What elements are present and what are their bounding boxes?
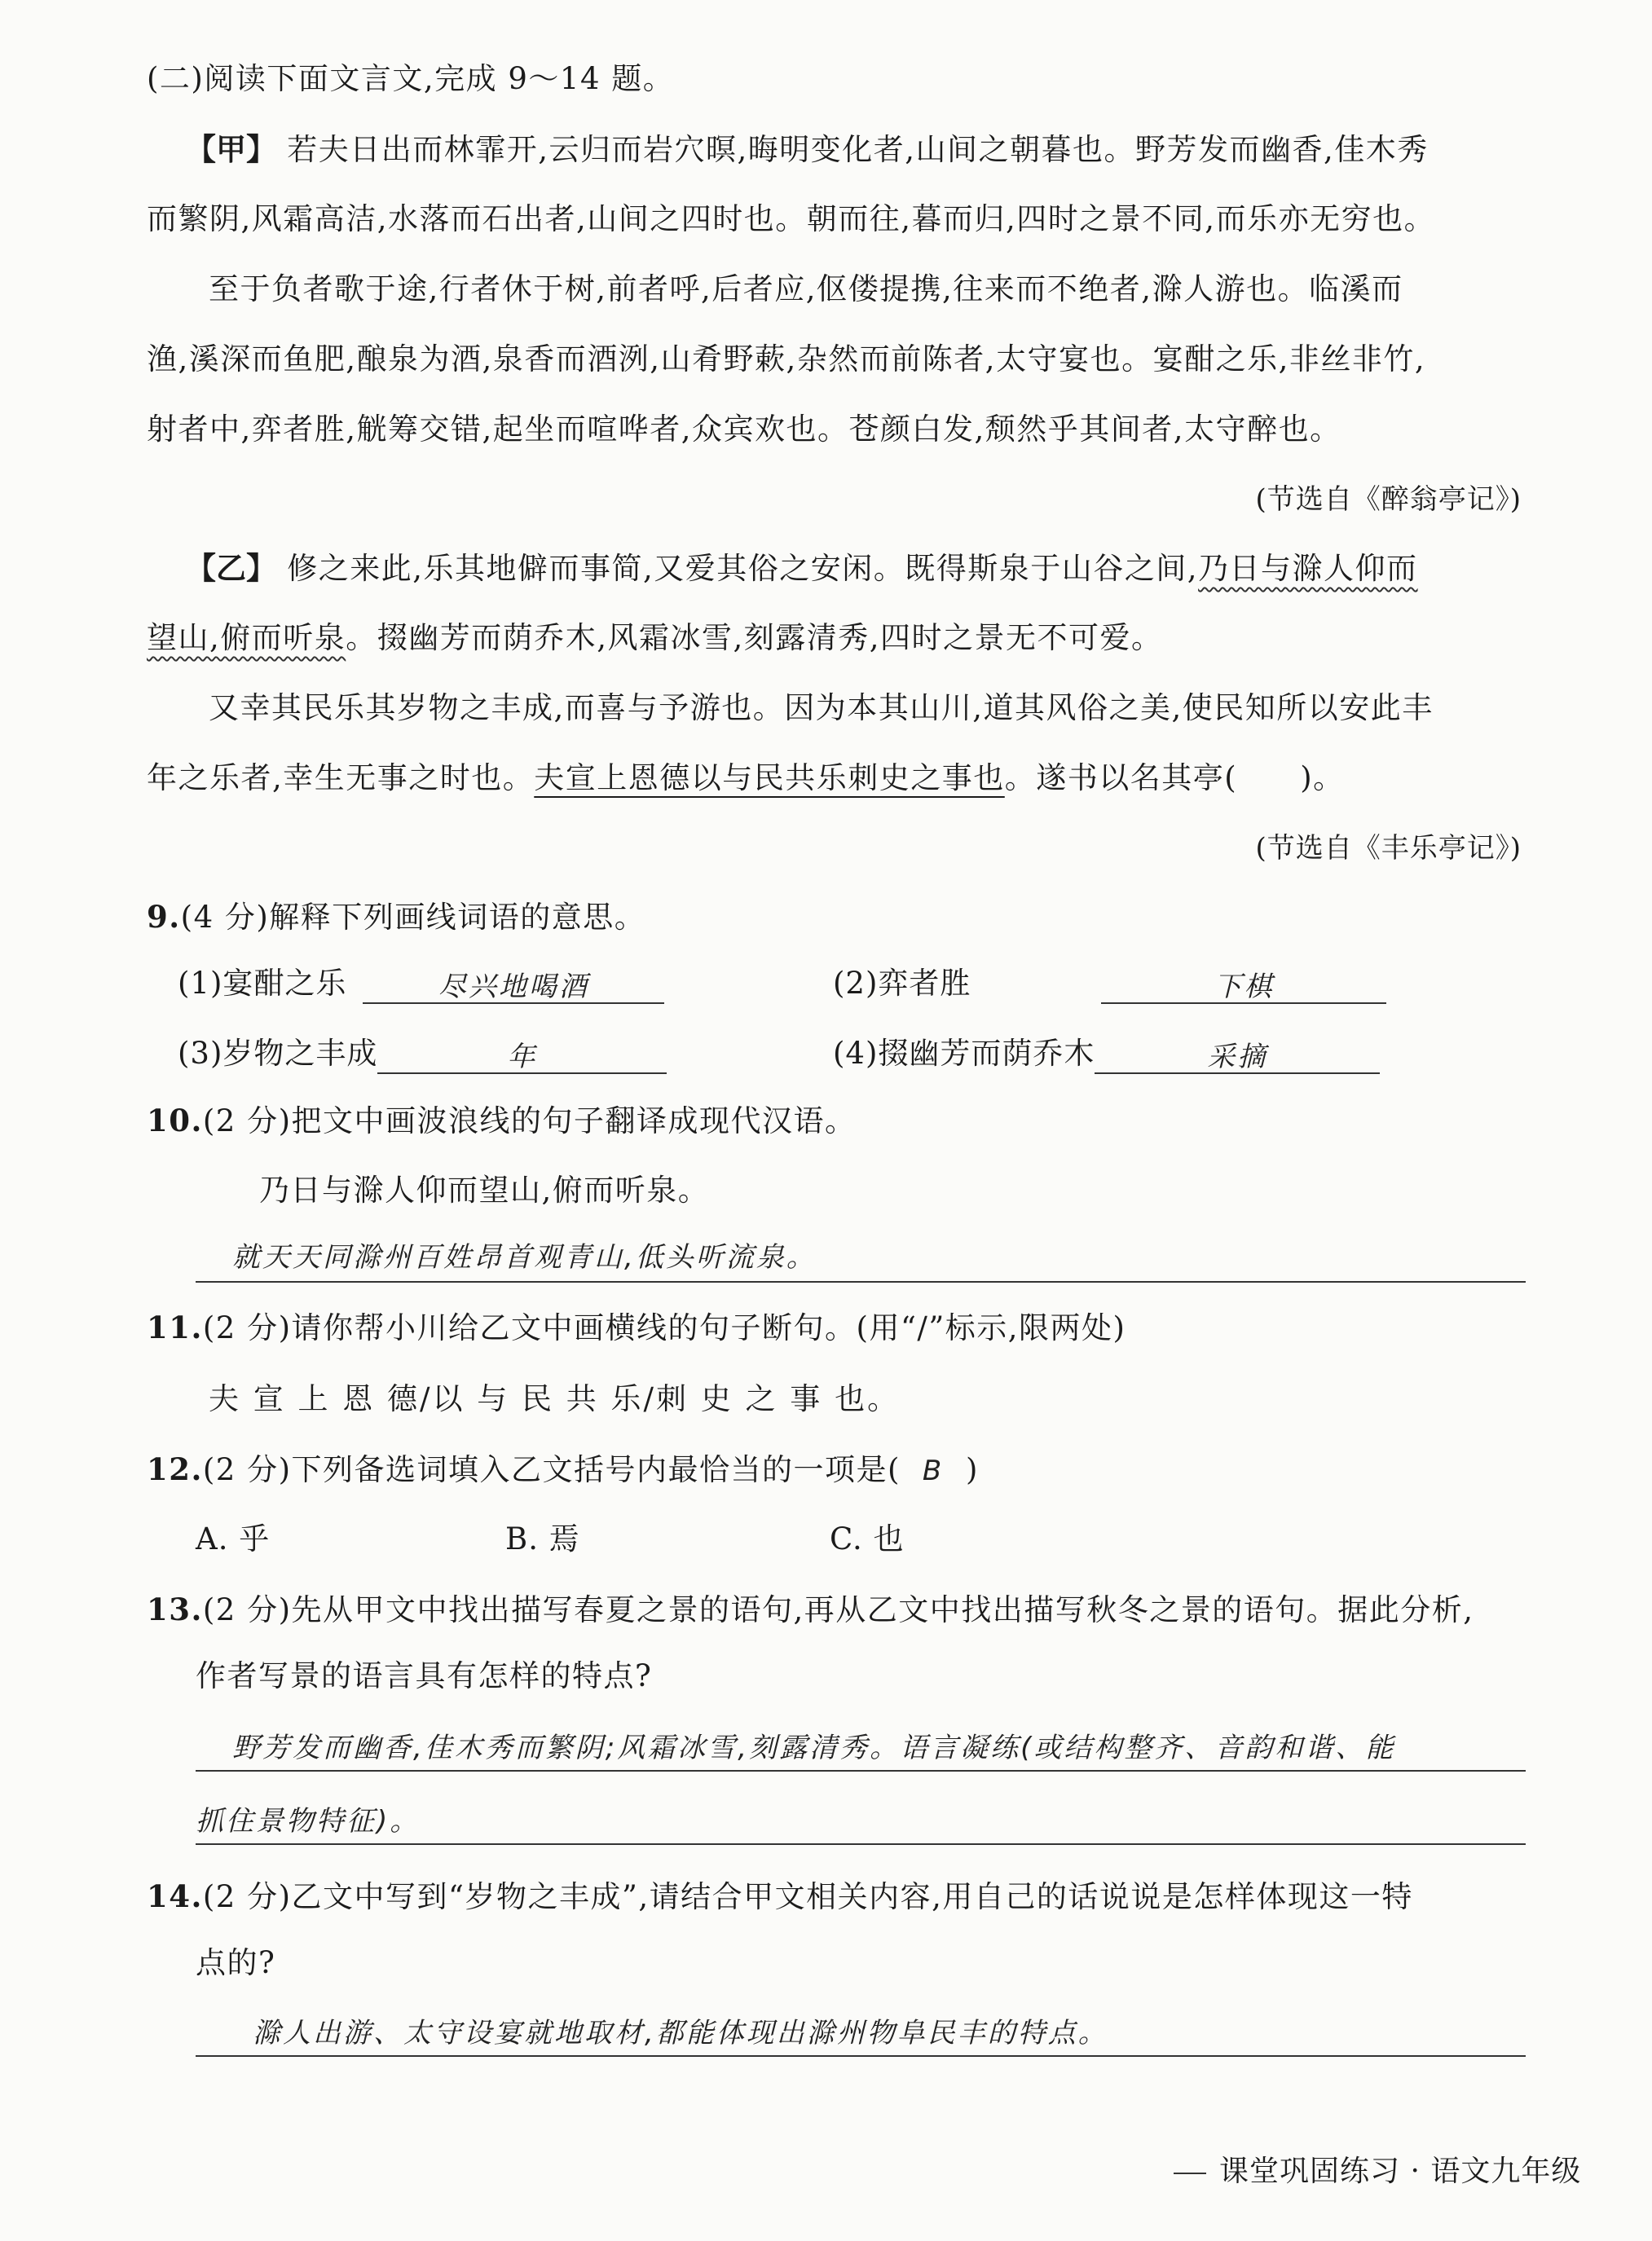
yi-source: (节选自《丰乐亭记》) <box>1255 832 1522 865</box>
q9-item-1 <box>178 963 664 1004</box>
jia-paragraph-1-line-1 <box>186 129 1563 170</box>
yi-paragraph-1-line-2 <box>147 618 1524 658</box>
yi-text: 。掇幽芳而荫乔木,风霜冰雪,刻露清秀,四时之景无不可爱。 <box>346 620 1163 655</box>
jia-tag: 【甲】 <box>186 131 276 167</box>
yi-text: 。遂书以名其亭( )。 <box>1004 760 1345 795</box>
q11-prompt <box>147 1307 1524 1349</box>
q9-answer-field-1[interactable]: 尽兴地喝酒 <box>363 966 664 1004</box>
q10-sentence: 乃日与滁人仰而望山,俯而听泉。 <box>259 1173 710 1208</box>
q13-prompt-line-2: 作者写景的语言具有怎样的特点? <box>196 1658 653 1693</box>
q12-number: 12. <box>147 1451 203 1487</box>
q9-prompt <box>147 896 1524 938</box>
q12-option-a: A. 乎 <box>196 1521 271 1556</box>
q10-answer-text[interactable]: 就天天同滁州百姓昂首观青山,低头听流泉。 <box>232 1241 817 1274</box>
q12-prompt <box>147 1449 1524 1491</box>
q13-text: (2 分)先从甲文中找出描写春夏之景的语句,再从乙文中找出描写秋冬之景的语句。据此分析, <box>202 1592 1474 1627</box>
q9-item-4 <box>833 1033 1380 1074</box>
q12-option-b: B. 焉 <box>505 1521 580 1556</box>
yi-tag: 【乙】 <box>186 550 276 586</box>
q13-answer-line-2-text[interactable]: 抓住景物特征)。 <box>196 1805 421 1838</box>
q9-answer-field-3[interactable]: 年 <box>377 1037 667 1074</box>
q14-answer-text[interactable]: 滁人出游、太守设宴就地取材,都能体现出滁州物阜民丰的特点。 <box>253 2017 1108 2049</box>
yi-paragraph-2-line-1: 又幸其民乐其岁物之丰成,而喜与予游也。因为本其山川,道其风俗之美,使民知所以安此丰 <box>209 690 1434 725</box>
q12-text: (2 分)下列备选词填入乙文括号内最恰当的一项是( <box>202 1452 901 1487</box>
q14-prompt-line-2: 点的? <box>196 1945 276 1980</box>
q9-number: 9. <box>147 899 181 935</box>
jia-paragraph-2-line-2: 渔,溪深而鱼肥,酿泉为酒,泉香而酒洌,山肴野蔌,杂然而前陈者,太守宴也。宴酣之乐,非丝非竹, <box>147 341 1426 376</box>
yi-paragraph-1-line-1 <box>186 548 1563 589</box>
q9-item-label: (4)掇幽芳而荫乔木 <box>833 1036 1095 1071</box>
q9-item-3 <box>178 1033 667 1074</box>
q12-close: ) <box>965 1452 979 1487</box>
q13-answer-line-2 <box>196 1843 1526 1845</box>
jia-paragraph-1-line-2: 而繁阴,风霜高洁,水落而石出者,山间之四时也。朝而往,暮而归,四时之景不同,而乐亦无穷也。 <box>147 201 1436 236</box>
q14-text: (2 分)乙文中写到“岁物之丰成”,请结合甲文相关内容,用自己的话说说是怎样体现这一特 <box>202 1879 1413 1914</box>
q13-prompt-line-1 <box>147 1589 1524 1631</box>
q9-item-label: (1)宴酣之乐 <box>178 966 347 1001</box>
q11-number: 11. <box>147 1310 203 1345</box>
q9-answer-field-4[interactable]: 采摘 <box>1095 1037 1380 1074</box>
section-intro: (二)阅读下面文言文,完成 9～14 题。 <box>147 61 675 96</box>
yi-text: 年之乐者,幸生无事之时也。 <box>147 760 535 795</box>
q9-item-label: (2)弈者胜 <box>833 966 971 1001</box>
q13-number: 13. <box>147 1592 203 1627</box>
q10-text: (2 分)把文中画波浪线的句子翻译成现代汉语。 <box>202 1103 857 1138</box>
footer-dash <box>1174 2173 1206 2174</box>
q10-prompt <box>147 1100 1524 1142</box>
q13-answer-line-1-text[interactable]: 野芳发而幽香,佳木秀而繁阴;风霜冰雪,刻露清秀。语言凝练(或结构整齐、音韵和谐、能 <box>232 1732 1396 1764</box>
wavy-underlined-sentence-cont: 望山,俯而听泉 <box>147 620 346 655</box>
q11-text: (2 分)请你帮小川给乙文中画横线的句子断句。(用“/”标示,限两处) <box>202 1310 1126 1345</box>
q12-answer[interactable]: B <box>922 1455 945 1487</box>
yi-text: 修之来此,乐其地僻而事简,又爱其俗之安闲。既得斯泉于山谷之间, <box>287 551 1199 586</box>
q9-item-2 <box>833 963 1386 1004</box>
q14-prompt-line-1 <box>147 1876 1524 1917</box>
q10-number: 10. <box>147 1103 203 1138</box>
wavy-underlined-sentence: 乃日与滁人仰而 <box>1198 551 1418 586</box>
q12-option-c: C. 也 <box>830 1521 905 1556</box>
q10-answer-line <box>196 1281 1526 1283</box>
jia-source: (节选自《醉翁亭记》) <box>1255 483 1522 516</box>
q11-answer-text[interactable]: 夫 宣 上 恩 德/以 与 民 共 乐/刺 史 之 事 也。 <box>209 1381 901 1416</box>
underlined-sentence: 夫宣上恩德以与民共乐刺史之事也 <box>534 760 1005 795</box>
jia-paragraph-2-line-1: 至于负者歌于途,行者休于树,前者呼,后者应,伛偻提携,往来而不绝者,滁人游也。临溪而 <box>209 271 1403 306</box>
q13-answer-line-1 <box>196 1770 1526 1772</box>
yi-paragraph-2-line-2 <box>147 758 1524 799</box>
footer-label: 课堂巩固练习 · 语文九年级 <box>1219 2155 1582 2188</box>
jia-paragraph-2-line-3: 射者中,弈者胜,觥筹交错,起坐而喧哗者,众宾欢也。苍颜白发,颓然乎其间者,太守醉也。 <box>147 412 1341 447</box>
q9-answer-field-2[interactable]: 下棋 <box>1101 966 1386 1004</box>
q14-answer-line <box>196 2055 1526 2057</box>
q9-text: (4 分)解释下列画线词语的意思。 <box>180 900 646 935</box>
q9-item-label: (3)岁物之丰成 <box>178 1036 378 1071</box>
q14-number: 14. <box>147 1878 203 1914</box>
jia-text: 若夫日出而林霏开,云归而岩穴暝,晦明变化者,山间之朝暮也。野芳发而幽香,佳木秀 <box>287 132 1429 167</box>
